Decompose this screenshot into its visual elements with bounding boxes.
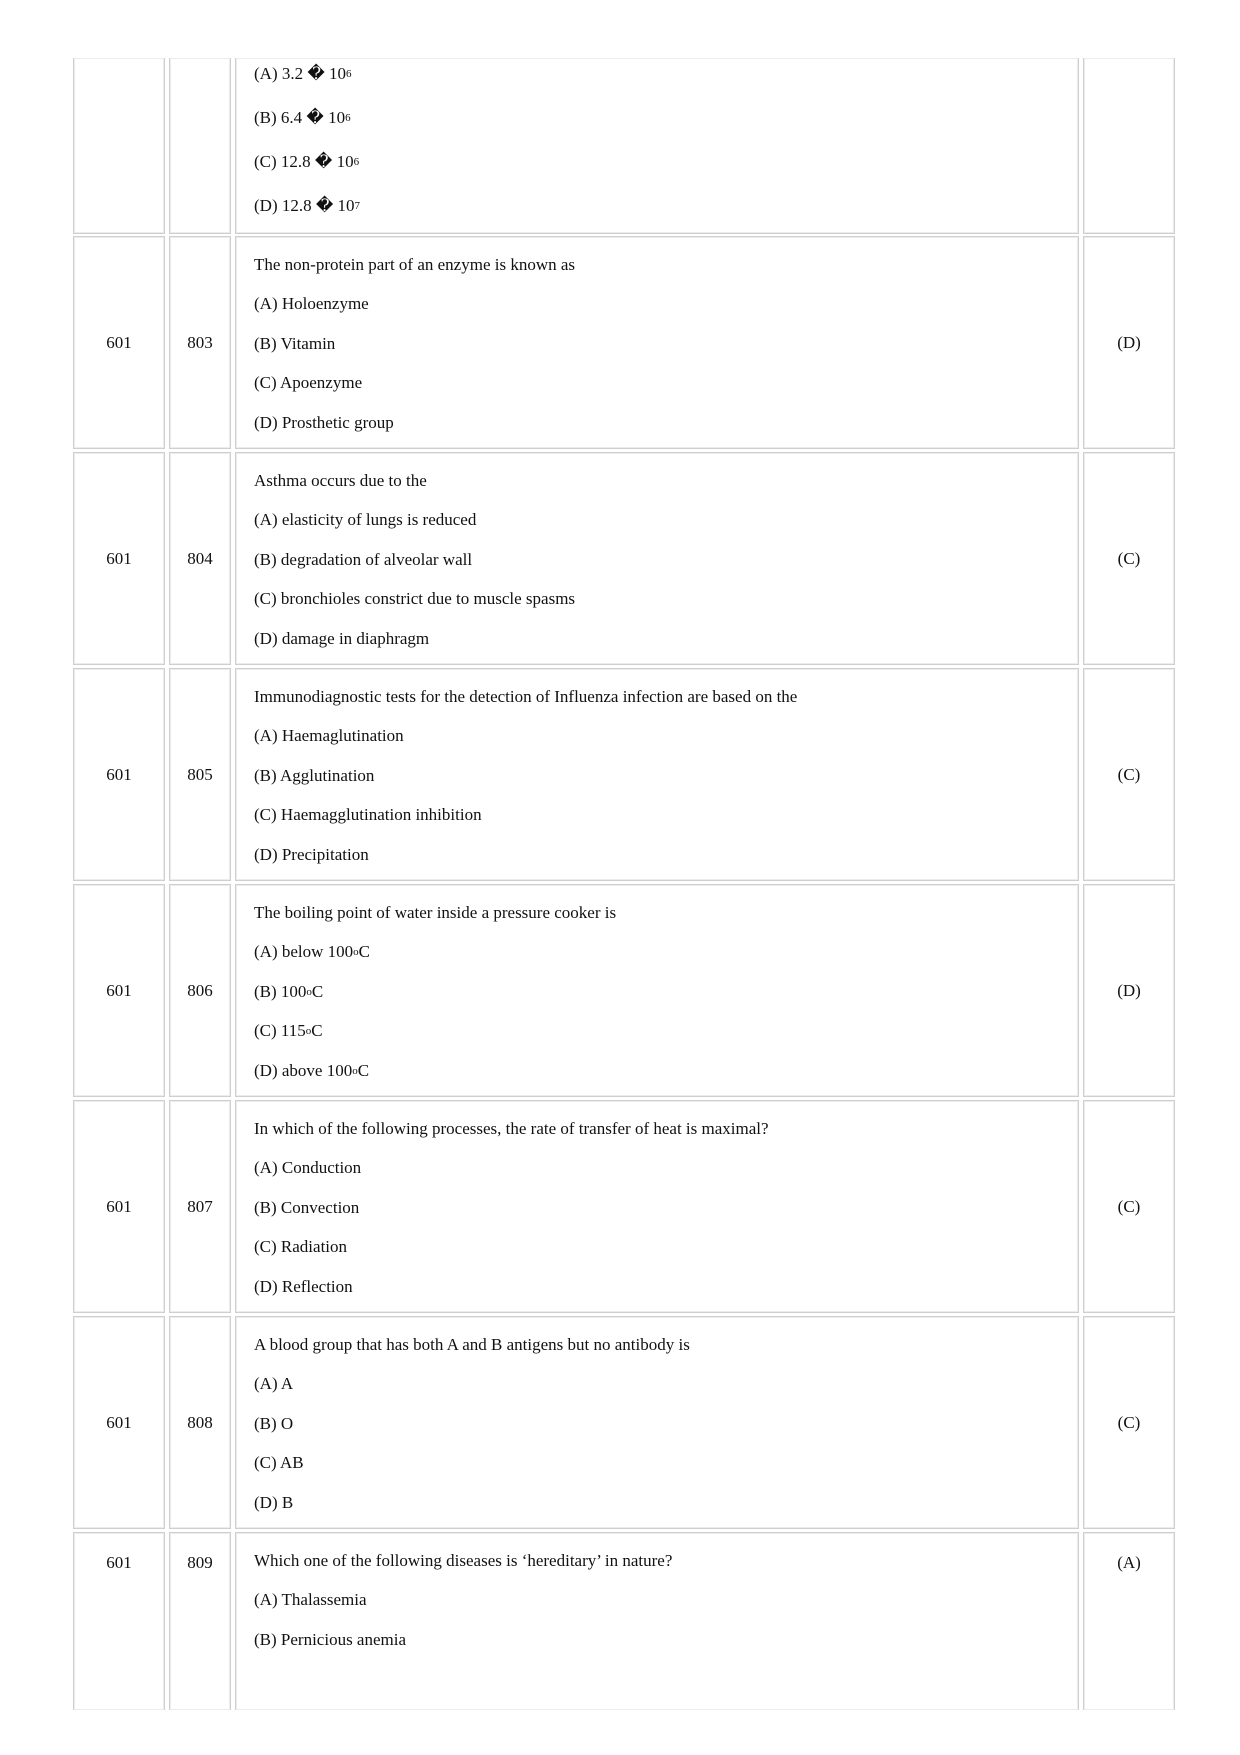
option-a: (A) Thalassemia (254, 1590, 367, 1609)
option-c: (C) Haemagglutination inhibition (254, 805, 482, 824)
option-a: (A) elasticity of lungs is reduced (254, 510, 477, 529)
answer-cell: (A) (1083, 1532, 1175, 1710)
table-row (73, 452, 1175, 665)
series-cell: 601 (73, 884, 165, 1097)
number-cell: 803 (169, 236, 231, 449)
question-text: Asthma occurs due to the (254, 471, 427, 490)
option-c: (C) bronchioles constrict due to muscle spasms (254, 589, 576, 608)
question-cell (235, 1100, 1079, 1313)
option-d: (D) above 100$^o$C (254, 1061, 370, 1080)
series-cell: 601 (73, 1100, 165, 1313)
number-cell: 805 (169, 668, 231, 881)
option-d: (D) Reflection (254, 1277, 353, 1296)
option-a: (A) Haemaglutination (254, 726, 404, 745)
table-row (73, 884, 1175, 1097)
question-cell (235, 58, 1079, 234)
option-a: (A) 3.2 � $10^6$ (254, 64, 352, 83)
table-row (73, 1316, 1175, 1529)
question-text: In which of the following processes, the rate of transfer of heat is maximal? (254, 1119, 769, 1138)
question-text: The non-protein part of an enzyme is known as (254, 255, 576, 274)
number-cell: 807 (169, 1100, 231, 1313)
number-cell: 809 (169, 1532, 231, 1710)
option-a: (A) Conduction (254, 1158, 362, 1177)
option-c: (C) Apoenzyme (254, 373, 363, 392)
option-b: (B) Vitamin (254, 334, 336, 353)
table-row (73, 668, 1175, 881)
question-cell (235, 236, 1079, 449)
series-cell (73, 58, 165, 234)
question-cell (235, 1532, 1079, 1710)
question-text: Which one of the following diseases is ‘hereditary’ in nature? (254, 1551, 673, 1570)
table-row (73, 1100, 1175, 1313)
series-cell: 601 (73, 452, 165, 665)
option-a: (A) A (254, 1374, 294, 1393)
option-d: (D) Precipitation (254, 845, 369, 864)
answer-cell: (C) (1083, 1100, 1175, 1313)
option-c: (C) 12.8 � $10^6$ (254, 152, 360, 171)
answer-cell: (C) (1083, 668, 1175, 881)
series-cell: 601 (73, 1316, 165, 1529)
question-text: A blood group that has both A and B antigens but no antibody is (254, 1335, 690, 1354)
option-b: (B) 6.4 � $10^6$ (254, 108, 351, 127)
number-cell (169, 58, 231, 234)
series-cell: 601 (73, 236, 165, 449)
option-b: (B) 100$^o$C (254, 982, 324, 1001)
option-d: (D) Prosthetic group (254, 413, 394, 432)
option-b: (B) Pernicious anemia (254, 1630, 407, 1649)
option-b: (B) O (254, 1414, 294, 1433)
option-d: (D) B (254, 1493, 294, 1512)
question-text: The boiling point of water inside a pressure cooker is (254, 903, 617, 922)
table-row (73, 58, 1175, 234)
number-cell: 808 (169, 1316, 231, 1529)
option-b: (B) degradation of alveolar wall (254, 550, 473, 569)
answer-cell: (C) (1083, 1316, 1175, 1529)
answer-cell: (D) (1083, 236, 1175, 449)
table-row (73, 1532, 1175, 1710)
question-cell (235, 452, 1079, 665)
question-text: Immunodiagnostic tests for the detection of Influenza infection are based on the (254, 687, 798, 706)
option-a: (A) below 100$^o$C (254, 942, 370, 961)
question-cell (235, 668, 1079, 881)
option-a: (A) Holoenzyme (254, 294, 369, 313)
answer-cell: (D) (1083, 884, 1175, 1097)
option-b: (B) Convection (254, 1198, 360, 1217)
series-cell: 601 (73, 1532, 165, 1710)
question-cell (235, 884, 1079, 1097)
number-cell: 806 (169, 884, 231, 1097)
option-c: (C) 115$^o$C (254, 1021, 323, 1040)
option-d: (D) 12.8 � $10^7$ (254, 196, 361, 215)
series-cell: 601 (73, 668, 165, 881)
option-c: (C) AB (254, 1453, 304, 1472)
option-b: (B) Agglutination (254, 766, 375, 785)
answer-cell: (C) (1083, 452, 1175, 665)
answer-cell (1083, 58, 1175, 234)
number-cell: 804 (169, 452, 231, 665)
question-cell (235, 1316, 1079, 1529)
table-row (73, 236, 1175, 449)
option-c: (C) Radiation (254, 1237, 348, 1256)
option-d: (D) damage in diaphragm (254, 629, 430, 648)
